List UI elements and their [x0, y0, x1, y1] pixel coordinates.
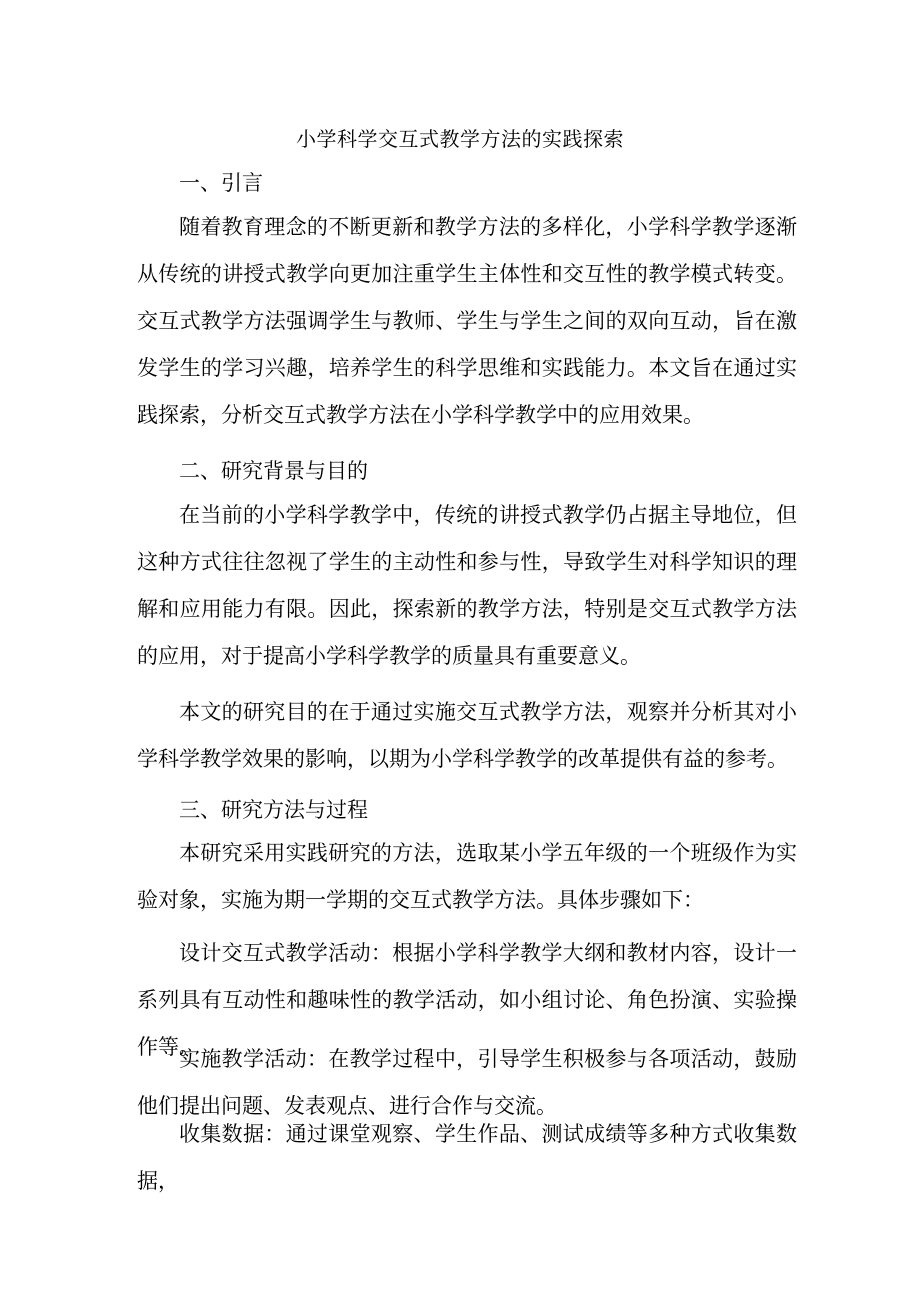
paragraph-background: 在当前的小学科学教学中，传统的讲授式教学仍占据主导地位，但这种方式往往忽视了学生的主动性和参与性，导致学生对科学知识的理解和应用能力有限。因此，探索新的教学方法，特别是交互式教学方法的应用，对于提高小学科学教学的质量具有重要意义。: [137, 503, 797, 668]
paragraph-step-design: 设计交互式教学活动：根据小学科学教学大纲和教材内容，设计一系列具有互动性和趣味性的教学活动，如小组讨论、角色扮演、实验操作等。: [137, 941, 797, 1059]
paragraph-introduction: 随着教育理念的不断更新和教学方法的多样化，小学科学教学逐渐从传统的讲授式教学向更加注重学生主体性和交互性的教学模式转变。交互式教学方法强调学生与教师、学生与学生之间的双向互动，旨在激发学生的学习兴趣，培养学生的科学思维和实践能力。本文旨在通过实践探索，分析交互式教学方法在小学科学教学中的应用效果。: [137, 215, 797, 427]
section-heading-background: 二、研究背景与目的: [179, 459, 368, 483]
paragraph-step-collect: 收集数据：通过课堂观察、学生作品、测试成绩等多种方式收集数据，: [137, 1122, 797, 1193]
section-heading-introduction: 一、引言: [179, 171, 263, 195]
section-heading-method: 三、研究方法与过程: [179, 798, 368, 822]
paragraph-method-overview: 本研究采用实践研究的方法，选取某小学五年级的一个班级作为实验对象，实施为期一学期的交互式教学方法。具体步骤如下：: [137, 841, 797, 912]
paragraph-research-purpose: 本文的研究目的在于通过实施交互式教学方法，观察并分析其对小学科学教学效果的影响，以期为小学科学教学的改革提供有益的参考。: [137, 700, 797, 771]
paragraph-step-implement: 实施教学活动：在教学过程中，引导学生积极参与各项活动，鼓励他们提出问题、发表观点、进行合作与交流。: [137, 1047, 797, 1118]
document-title: 小学科学交互式教学方法的实践探索: [296, 127, 624, 151]
